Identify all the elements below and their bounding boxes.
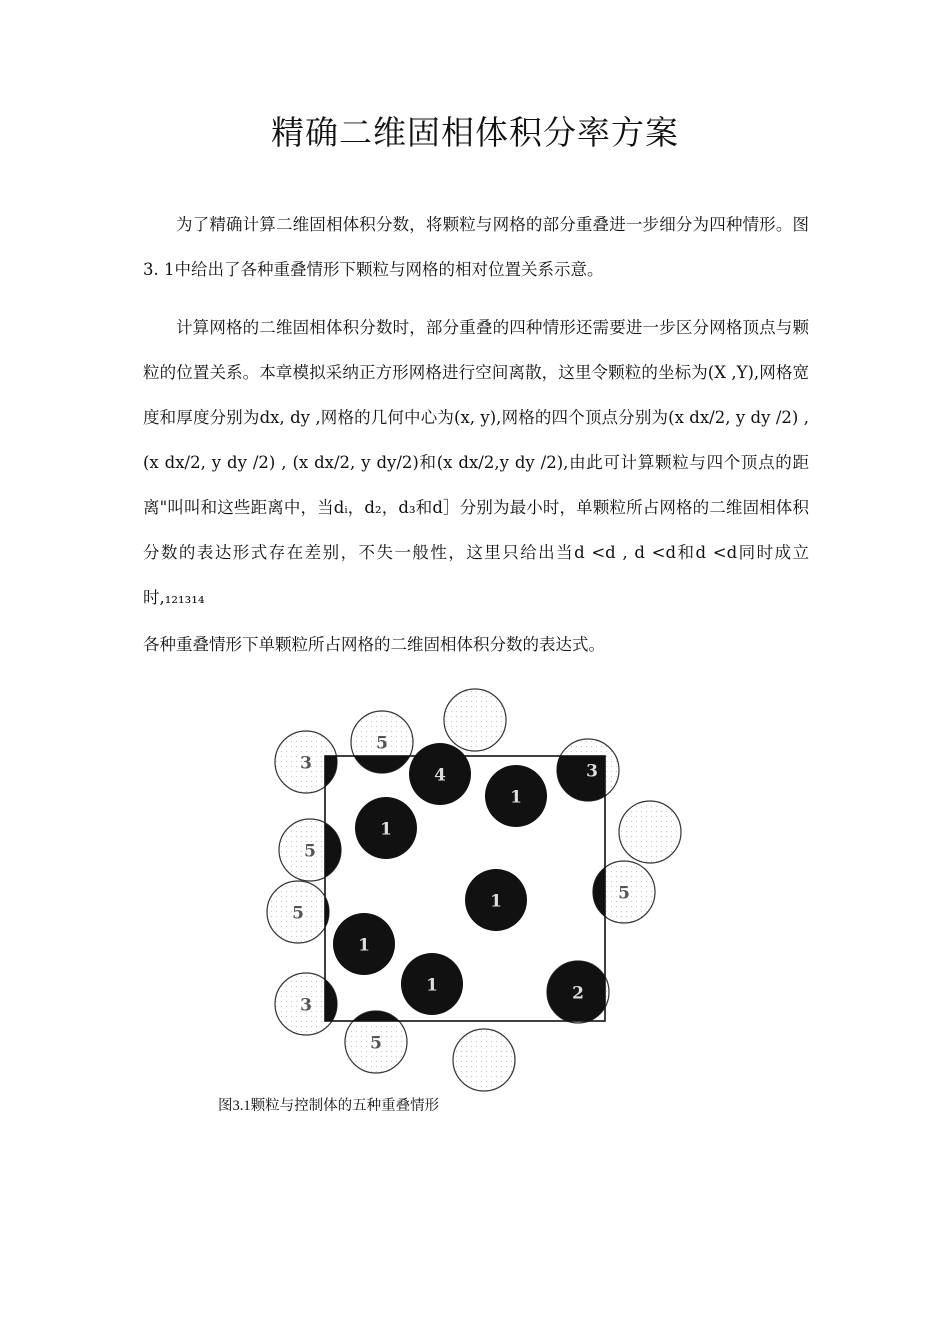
paragraph-1: 为了精确计算二维固相体积分数，将颗粒与网格的部分重叠进一步细分为四种情形。图3. 1中给出了各种重叠情形下颗粒与网格的相对位置关系示意。: [143, 215, 809, 279]
figure-caption: 图3.1颗粒与控制体的五种重叠情形: [218, 1098, 440, 1114]
label-3: 3: [586, 761, 598, 782]
particle-outside: [453, 1029, 515, 1091]
paragraph-2: 计算网格的二维固相体积分数时，部分重叠的四种情形还需要进一步区分网格顶点与颗粒的位置关系。本章模拟采纳正方形网格进行空间离散，这里令颗粒的坐标为(X ,Y),网格宽度和厚度分别为dx, dy ,网格的几何中心为(x, y),网格的四个顶点分别为(x dx/2, y dy /2) , (x dx/2, y dy /2) , (x dx/2, y dy/2)和(x dx/2,y dy /2),由此可计算颗粒与四个顶点的距离"叫叫和这些距离中，当dᵢ，d₂，d₃和d］分别为最小时，单颗粒所占网格的二维固相体积分数的表达形式存在差别，不失一般性，这里只给出当d <d , d <d和d <d同时成立时,₁₂₁₃₁₄: [143, 318, 809, 607]
label-1: 1: [490, 891, 502, 912]
label-1: 1: [426, 975, 438, 996]
document-title: 精确二维固相体积分率方案: [271, 113, 679, 152]
label-1: 1: [358, 935, 370, 956]
label-5: 5: [370, 1033, 382, 1054]
label-4: 4: [434, 765, 446, 786]
label-5: 5: [304, 841, 316, 862]
overlap-figure: [260, 680, 700, 1100]
label-1: 1: [380, 819, 392, 840]
label-3: 3: [300, 753, 312, 774]
particle-outside: [444, 689, 506, 751]
label-1: 1: [510, 787, 522, 808]
paragraph-3: 各种重叠情形下单颗粒所占网格的二维固相体积分数的表达式。: [143, 635, 605, 654]
label-3: 3: [300, 995, 312, 1016]
particle-outside: [619, 801, 681, 863]
label-5: 5: [376, 733, 388, 754]
label-5: 5: [618, 883, 630, 904]
label-2: 2: [572, 983, 584, 1004]
overlap-diagram: [260, 680, 700, 1100]
label-5: 5: [292, 903, 304, 924]
